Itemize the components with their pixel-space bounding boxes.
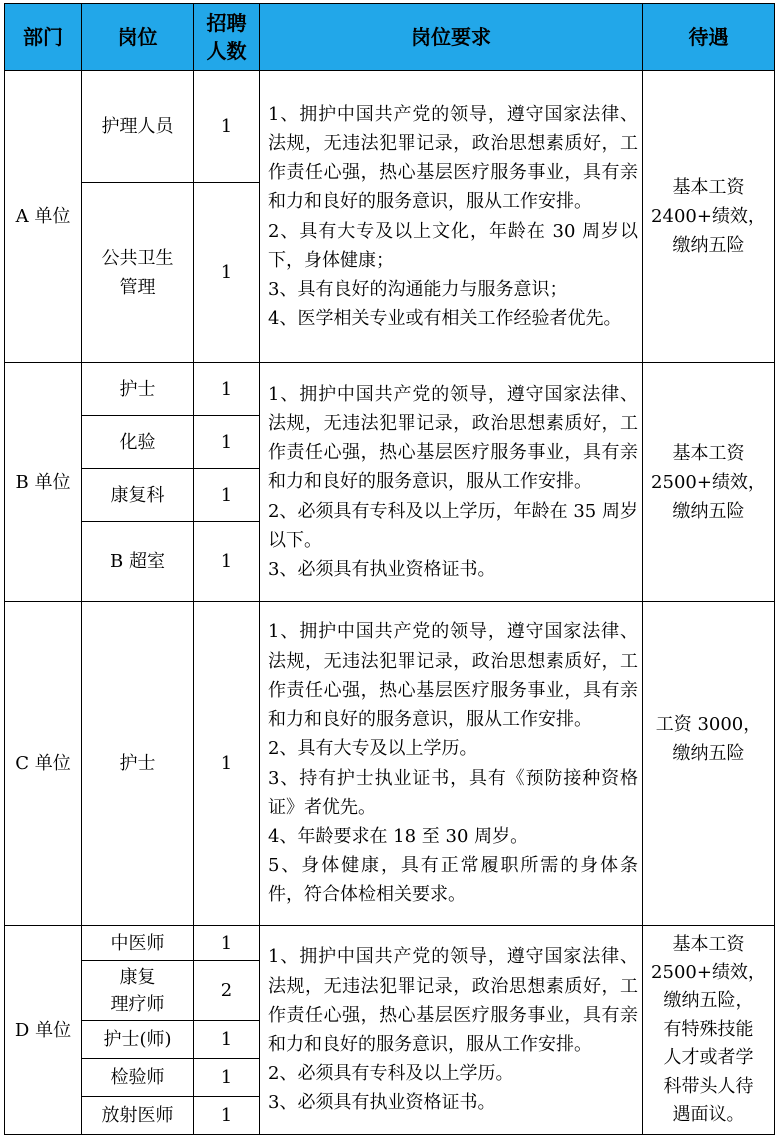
department-cell: C 单位 — [5, 602, 82, 926]
department-cell: D 单位 — [5, 926, 82, 1135]
position-cell: 康复科 — [82, 469, 194, 522]
position-cell: 护理人员 — [82, 71, 194, 183]
header-count: 招聘 人数 — [194, 4, 260, 71]
count-cell: 1 — [194, 602, 260, 926]
count-cell: 1 — [194, 926, 260, 961]
count-cell: 1 — [194, 469, 260, 522]
recruitment-table — [4, 3, 775, 1135]
count-cell: 2 — [194, 961, 260, 1021]
benefits-cell: 工资 3000， 缴纳五险 — [643, 602, 775, 926]
count-cell: 1 — [194, 183, 260, 363]
position-cell: 护士 — [82, 363, 194, 416]
requirements-cell: 1、拥护中国共产党的领导，遵守国家法律、法规，无违法犯罪记录，政治思想素质好，工作责任心强，热心基层医疗服务事业，具有亲和力和良好的服务意识，服从工作安排。 2、必须具有专科及以上学历。 3、必须具有执业资格证书。 — [260, 926, 643, 1135]
benefits-cell: 基本工资 2500+绩效， 缴纳五险， 有特殊技能 人才或者学 科带头人待 遇面议。 — [643, 926, 775, 1135]
position-cell: 中医师 — [82, 926, 194, 961]
benefits-cell: 基本工资 2500+绩效， 缴纳五险 — [643, 363, 775, 602]
position-cell: 护士(师) — [82, 1021, 194, 1059]
position-cell: 放射医师 — [82, 1097, 194, 1135]
count-cell: 1 — [194, 1021, 260, 1059]
header-benefits: 待遇 — [643, 4, 775, 71]
header-position: 岗位 — [82, 4, 194, 71]
benefits-cell: 基本工资 2400+绩效， 缴纳五险 — [643, 71, 775, 363]
position-cell: 护士 — [82, 602, 194, 926]
header-requirements: 岗位要求 — [260, 4, 643, 71]
position-cell: 康复 理疗师 — [82, 961, 194, 1021]
position-cell: 检验师 — [82, 1059, 194, 1097]
count-cell: 1 — [194, 522, 260, 602]
header-row — [5, 4, 775, 71]
count-cell: 1 — [194, 416, 260, 469]
header-department: 部门 — [5, 4, 82, 71]
table-row — [5, 602, 775, 926]
department-cell: B 单位 — [5, 363, 82, 602]
department-cell: A 单位 — [5, 71, 82, 363]
requirements-cell: 1、拥护中国共产党的领导，遵守国家法律、法规，无违法犯罪记录，政治思想素质好，工作责任心强，热心基层医疗服务事业，具有亲和力和良好的服务意识，服从工作安排。 2、具有大专及以上文化，年龄在 30 周岁以下，身体健康； 3、具有良好的沟通能力与服务意识； 4、医学相关专业或有相关工作经验者优先。 — [260, 71, 643, 363]
requirements-cell: 1、拥护中国共产党的领导，遵守国家法律、法规，无违法犯罪记录，政治思想素质好，工作责任心强，热心基层医疗服务事业，具有亲和力和良好的服务意识，服从工作安排。 2、具有大专及以上学历。 3、持有护士执业证书，具有《预防接种资格证》者优先。 4、年龄要求在 18 至 30 周岁。 5、身体健康，具有正常履职所需的身体条件，符合体检相关要求。 — [260, 602, 643, 926]
count-cell: 1 — [194, 363, 260, 416]
position-cell: B 超室 — [82, 522, 194, 602]
table-row — [5, 926, 775, 961]
position-cell: 化验 — [82, 416, 194, 469]
count-cell: 1 — [194, 71, 260, 183]
table-row — [5, 363, 775, 416]
requirements-cell: 1、拥护中国共产党的领导，遵守国家法律、法规，无违法犯罪记录，政治思想素质好，工作责任心强，热心基层医疗服务事业，具有亲和力和良好的服务意识，服从工作安排。 2、必须具有专科及以上学历，年龄在 35 周岁以下。 3、必须具有执业资格证书。 — [260, 363, 643, 602]
table-row — [5, 71, 775, 183]
count-cell: 1 — [194, 1059, 260, 1097]
position-cell: 公共卫生 管理 — [82, 183, 194, 363]
count-cell: 1 — [194, 1097, 260, 1135]
